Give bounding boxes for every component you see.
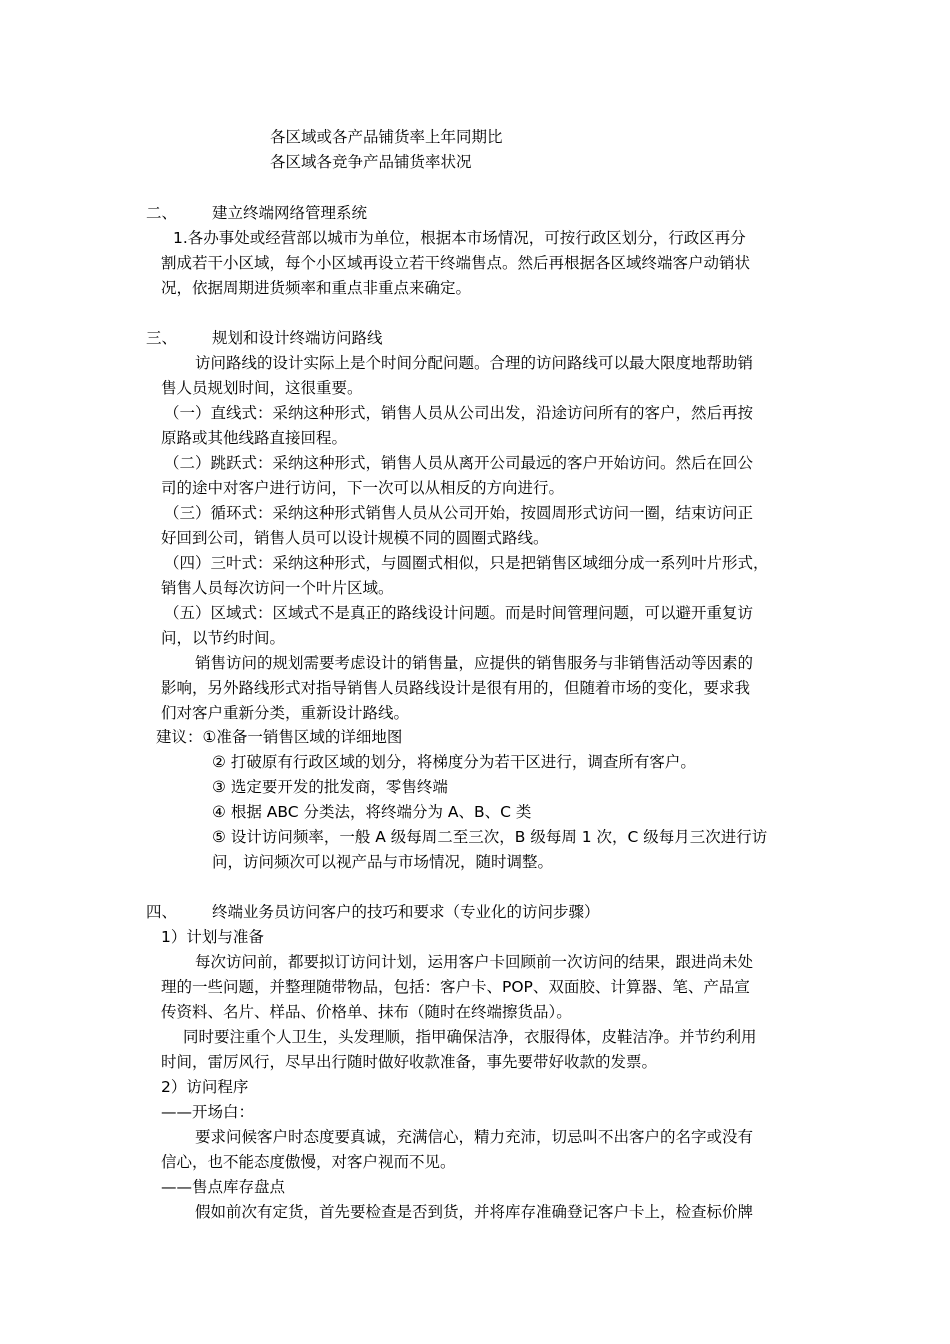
section4-para-line: 同时要注重个人卫生，头发理顺，指甲确保洁净，衣服得体，皮鞋洁净。并节约利用: [183, 1028, 757, 1046]
advice-line: ⑤ 设计访问频率，一般 A 级每周二至三次，B 级每周 1 次，C 级每月三次进行访: [212, 828, 768, 846]
section4-para-line: 信心，也不能态度傲慢，对客户视而不见。: [161, 1153, 456, 1171]
section3-title: 规划和设计终端访问路线: [212, 329, 383, 347]
step-heading: ——售点库存盘点: [161, 1178, 286, 1196]
step-heading: ——开场白：: [161, 1103, 255, 1121]
route-type-line: （三）循环式：采纳这种形式销售人员从公司开始，按圆周形式访问一圈，结束访问正: [164, 504, 754, 522]
section2-para-line: 1.各办事处或经营部以城市为单位，根据本市场情况，可按行政区划分，行政区再分: [173, 229, 746, 247]
section4-para-line: 传资料、名片、样品、价格单、抹布（随时在终端擦货品）。: [161, 1003, 572, 1021]
section3-summary-line: 销售访问的规划需要考虑设计的销售量，应提供的销售服务与非销售活动等因素的: [195, 654, 754, 672]
advice-line: ② 打破原有行政区域的划分，将梯度分为若干区进行，调查所有客户。: [212, 753, 696, 771]
section3-summary-line: 影响，另外路线形式对指导销售人员路线设计是很有用的，但随着市场的变化，要求我: [161, 679, 751, 697]
section4-number: 四、: [146, 903, 178, 921]
top-item-1: 各区域或各产品铺货率上年同期比: [270, 128, 503, 146]
advice-line: 问，访问频次可以视产品与市场情况，随时调整。: [212, 853, 554, 871]
route-type-line: （二）跳跃式：采纳这种形式，销售人员从离开公司最远的客户开始访问。然后在回公: [164, 454, 754, 472]
section4-para-line: 理的一些问题，并整理随带物品，包括：客户卡、POP、双面胶、计算器、笔、产品宣: [161, 978, 750, 996]
section4-para-line: 假如前次有定货，首先要检查是否到货，并将库存准确登记客户卡上，检查标价牌: [195, 1203, 754, 1221]
route-type-line: （一）直线式：采纳这种形式，销售人员从公司出发，沿途访问所有的客户，然后再按: [164, 404, 754, 422]
route-type-line: 问，以节约时间。: [161, 629, 286, 647]
section4-para-line: 时间，雷厉风行，尽早出行随时做好收款准备，事先要带好收款的发票。: [161, 1053, 658, 1071]
top-item-2: 各区域各竞争产品铺货率状况: [270, 153, 472, 171]
section4-para-line: 每次访问前，都要拟订访问计划，运用客户卡回顾前一次访问的结果，跟进尚未处: [195, 953, 754, 971]
section3-intro-line: 售人员规划时间，这很重要。: [161, 379, 363, 397]
route-type-line: 好回到公司，销售人员可以设计规模不同的圆圈式路线。: [161, 529, 549, 547]
route-type-line: 销售人员每次访问一个叶片区域。: [161, 579, 394, 597]
section3-intro-line: 访问路线的设计实际上是个时间分配问题。合理的访问路线可以最大限度地帮助销: [195, 354, 754, 372]
route-type-line: 原路或其他线路直接回程。: [161, 429, 348, 447]
subsection-heading: 2）访问程序: [161, 1078, 249, 1096]
section2-para-line: 况，依据周期进货频率和重点非重点来确定。: [161, 279, 472, 297]
section2-number: 二、: [146, 204, 178, 222]
subsection-heading: 1）计划与准备: [161, 928, 264, 946]
section2-title: 建立终端网络管理系统: [212, 204, 368, 222]
section3-summary-line: 们对客户重新分类，重新设计路线。: [161, 704, 410, 722]
route-type-line: （五）区域式：区域式不是真正的路线设计问题。而是时间管理问题，可以避开重复访: [164, 604, 754, 622]
route-type-line: （四）三叶式：采纳这种形式，与圆圈式相似，只是把销售区域细分成一系列叶片形式，: [164, 554, 769, 572]
section4-para-line: 要求问候客户时态度要真诚，充满信心，精力充沛，切忌叫不出客户的名字或没有: [195, 1128, 754, 1146]
section3-number: 三、: [146, 329, 178, 347]
route-type-line: 司的途中对客户进行访问，下一次可以从相反的方向进行。: [161, 479, 565, 497]
section2-para-line: 割成若干小区域，每个小区域再设立若干终端售点。然后再根据各区域终端客户动销状: [161, 254, 751, 272]
advice-line: ③ 选定要开发的批发商，零售终端: [212, 778, 448, 796]
section4-title: 终端业务员访问客户的技巧和要求（专业化的访问步骤）: [212, 903, 600, 921]
advice-line: 建议：①准备一销售区域的详细地图: [156, 728, 403, 746]
advice-line: ④ 根据 ABC 分类法，将终端分为 A、B、C 类: [212, 803, 532, 821]
